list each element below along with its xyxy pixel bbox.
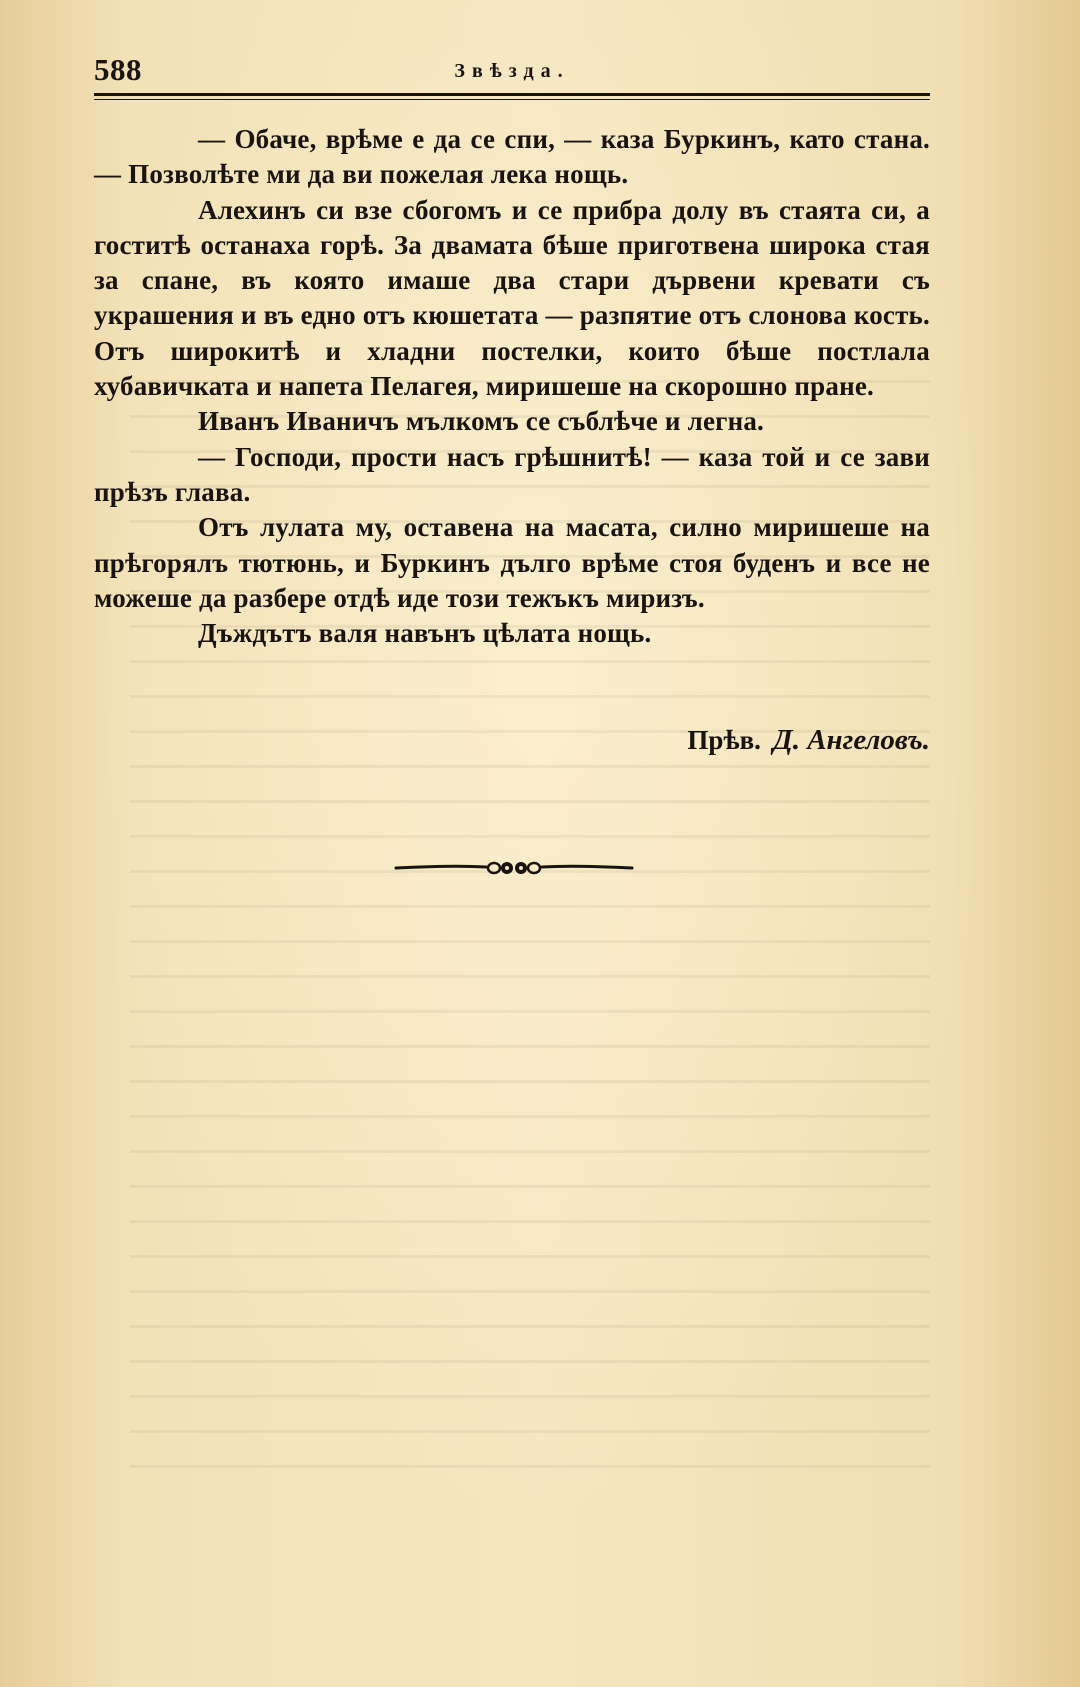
paragraph: Дъждътъ валя навънъ цѣлата нощь. <box>198 618 652 649</box>
paragraph: — Обаче, врѣме е да се спи, — каза Буркинъ, като стана. — Позволѣте ми да ви пожелая лека нощь. <box>94 124 930 190</box>
body-text <box>94 122 930 651</box>
paragraph: Алехинъ си взе сбогомъ и се прибра долу въ стаята си, а гоститѣ останаха горѣ. За двамата бѣше приготвена широка стая за спане, въ която имаше два стари дървени кревати съ украшения и въ едно отъ кюшетата — разпятие отъ слонова кость. Отъ широкитѣ и хладни постелки, които бѣше постлала хубавичката и напета Пелагея, миришеше на скорошно пране. <box>94 194 930 402</box>
header-rule-thin <box>94 99 930 100</box>
paragraph: Иванъ Иваничъ мълкомъ се съблѣче и легна. <box>198 406 765 437</box>
paragraph: Отъ лулата му, оставена на масата, силно миришеше на прѣгорялъ тютюнь, и Буркинъ дълго врѣме стоя буденъ и все не можеше да разбере отдѣ иде този тежъкъ миризъ. <box>94 512 930 613</box>
paragraph: — Господи, прости насъ грѣшнитѣ! — каза той и се зави прѣзъ глава. <box>94 441 930 507</box>
header-rule-thick <box>94 93 930 96</box>
translator-signature <box>94 724 930 757</box>
signature-name: Д. Ангеловъ. <box>772 724 930 756</box>
end-ornament-icon <box>394 856 634 880</box>
page-number: 588 <box>94 52 142 87</box>
running-title: Звѣзда. <box>454 60 570 82</box>
page-header <box>94 52 930 92</box>
signature-prefix: Прѣв. <box>687 725 761 755</box>
